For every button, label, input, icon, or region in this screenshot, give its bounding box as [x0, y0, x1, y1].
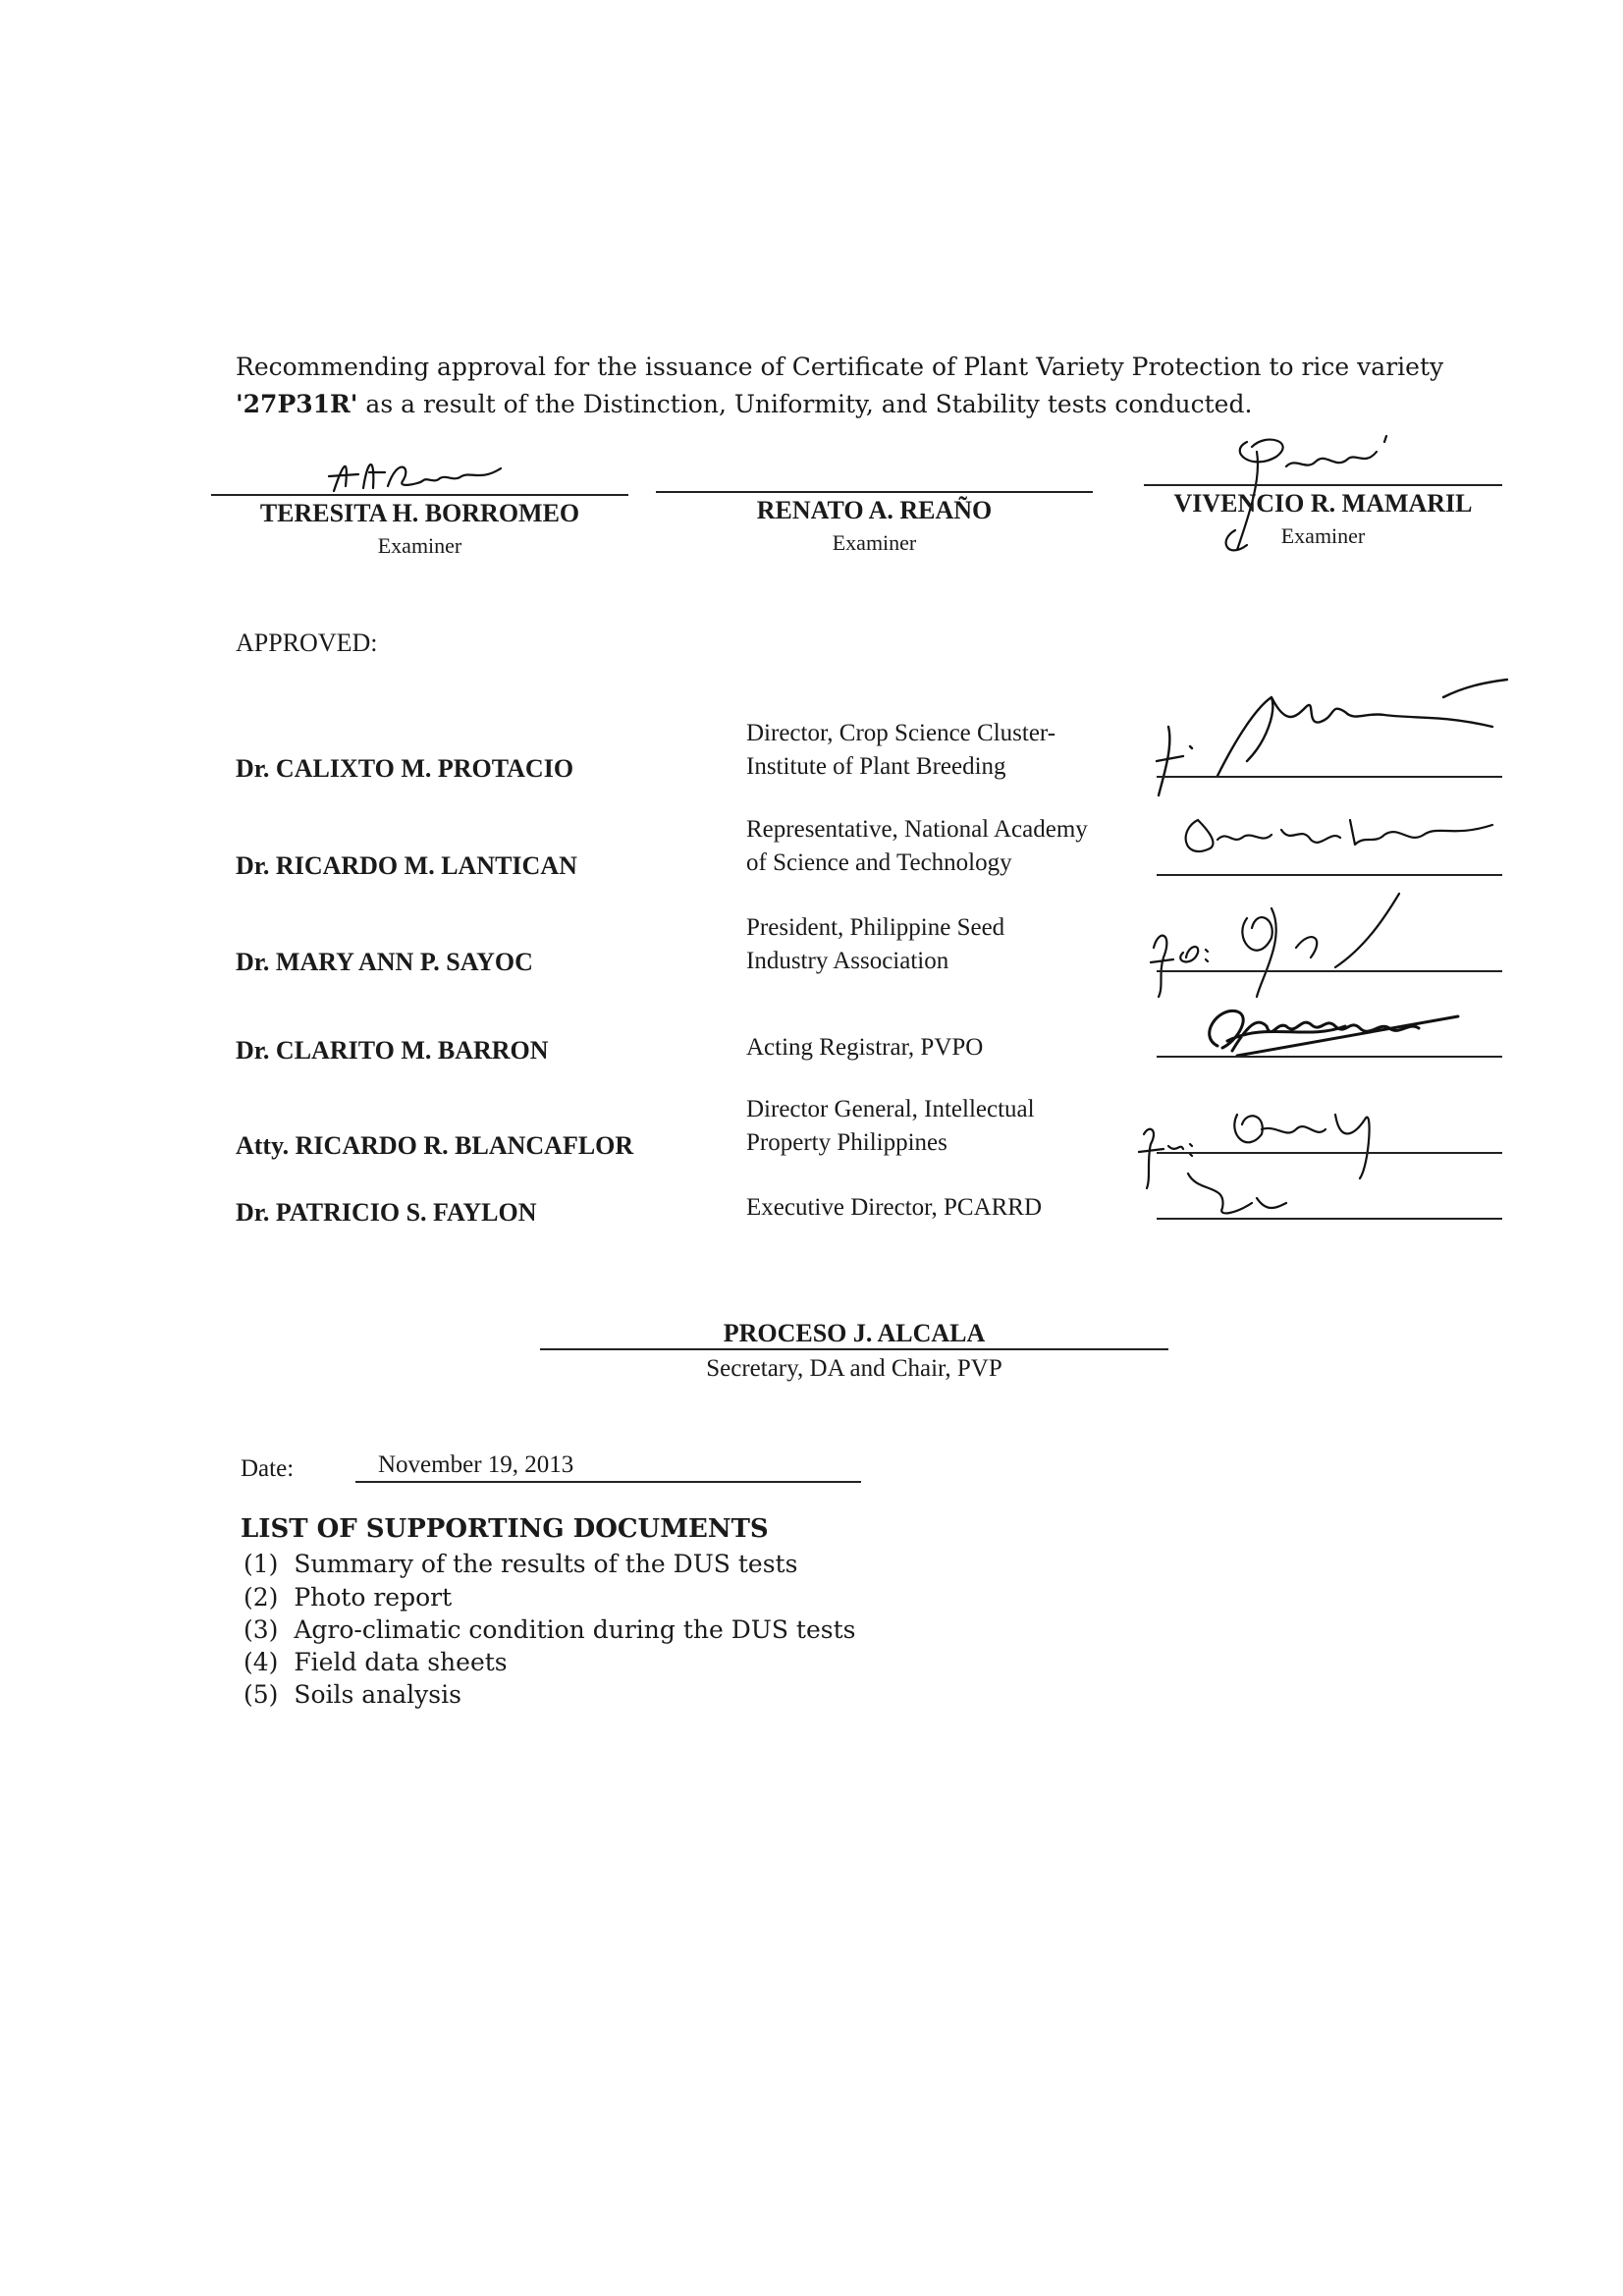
signature-line-sayoc [1157, 970, 1502, 972]
document-text: Agro-climatic condition during the DUS tests [294, 1615, 856, 1644]
panel-role-line1: Director, Crop Science Cluster- [746, 720, 1056, 746]
panel-name-barron: Dr. CLARITO M. BARRON [236, 1036, 549, 1065]
panel-role-protacio [746, 717, 1055, 784]
date-value: November 19, 2013 [378, 1451, 574, 1478]
panel-role-line1: Acting Registrar, PVPO [746, 1034, 984, 1061]
examiner-role-borromeo: Examiner [377, 533, 462, 558]
panel-role-faylon [746, 1191, 1042, 1225]
document-text: Summary of the results of the DUS tests [294, 1550, 798, 1578]
intro-paragraph [236, 349, 1492, 423]
panel-role-line1: Representative, National Academy [746, 816, 1088, 843]
signature-line-chair [540, 1348, 1168, 1350]
document-text: Field data sheets [294, 1648, 508, 1676]
document-text: Soils analysis [294, 1680, 461, 1709]
panel-role-line1: Executive Director, PCARRD [746, 1194, 1043, 1221]
signature-line-reano [656, 491, 1093, 493]
signature-line-faylon [1157, 1218, 1502, 1220]
date-label: Date: [241, 1455, 295, 1482]
document-item-5 [243, 1680, 461, 1709]
examiner-name-reano: RENATO A. REAÑO [756, 496, 993, 524]
document-item-3 [243, 1615, 855, 1644]
chair-role: Secretary, DA and Chair, PVP [706, 1355, 1002, 1382]
panel-role-line2: Property Philippines [746, 1129, 947, 1156]
supporting-documents-title: LIST OF SUPPORTING DOCUMENTS [241, 1514, 769, 1544]
panel-role-line2: Institute of Plant Breeding [746, 753, 1006, 780]
annotation-protacio [1168, 717, 1169, 718]
examiner-name-borromeo: TERESITA H. BORROMEO [259, 499, 580, 527]
panel-role-sayoc [746, 911, 1004, 978]
signature-line-protacio [1157, 776, 1502, 778]
document-number: (1) [243, 1550, 279, 1578]
variety-code: '27P31R' [236, 390, 358, 418]
panel-role-line1: President, Philippine Seed [746, 914, 1005, 941]
signature-lantican [1168, 800, 1502, 879]
intro-text-before: Recommending approval for the issuance of Certificate of Plant Variety Protection to rice variety [236, 353, 1444, 381]
panel-role-line1: Director General, Intellectual [746, 1096, 1035, 1122]
document-number: (4) [243, 1648, 279, 1676]
date-underline [355, 1481, 861, 1483]
panel-name-sayoc: Dr. MARY ANN P. SAYOC [236, 948, 533, 976]
approved-label: APPROVED: [236, 629, 378, 657]
panel-role-line2: Industry Association [746, 948, 949, 974]
signature-line-blancaflor [1157, 1152, 1502, 1154]
document-item-1 [243, 1550, 797, 1578]
document-number: (5) [243, 1680, 279, 1709]
intro-text-after: as a result of the Distinction, Uniformity, and Stability tests conducted. [357, 390, 1253, 418]
panel-role-blancaflor [746, 1093, 1035, 1160]
examiner-role-reano: Examiner [832, 530, 917, 555]
signature-blancaflor [1129, 1085, 1414, 1223]
panel-name-lantican: Dr. RICARDO M. LANTICAN [236, 851, 577, 880]
signature-line-barron [1157, 1056, 1502, 1058]
panel-name-protacio: Dr. CALIXTO M. PROTACIO [236, 754, 574, 783]
examiner-name-mamaril: VIVENCIO R. MAMARIL [1173, 489, 1473, 518]
signature-borromeo [324, 447, 520, 506]
panel-role-barron [746, 1031, 983, 1065]
document-text: Photo report [294, 1583, 453, 1612]
signature-line-lantican [1157, 874, 1502, 876]
document-item-4 [243, 1648, 508, 1676]
signature-barron [1178, 987, 1473, 1066]
panel-name-faylon: Dr. PATRICIO S. FAYLON [236, 1198, 537, 1227]
panel-role-line2: of Science and Technology [746, 849, 1012, 876]
signature-line-borromeo [211, 494, 628, 496]
panel-role-lantican [746, 813, 1088, 880]
examiner-role-mamaril: Examiner [1280, 523, 1366, 548]
signature-protacio [1149, 668, 1522, 805]
document-number: (3) [243, 1615, 279, 1644]
chair-name: PROCESO J. ALCALA [723, 1319, 986, 1347]
document-item-2 [243, 1583, 452, 1612]
panel-name-blancaflor: Atty. RICARDO R. BLANCAFLOR [236, 1131, 634, 1160]
signature-line-mamaril [1144, 484, 1502, 486]
document-number: (2) [243, 1583, 279, 1612]
